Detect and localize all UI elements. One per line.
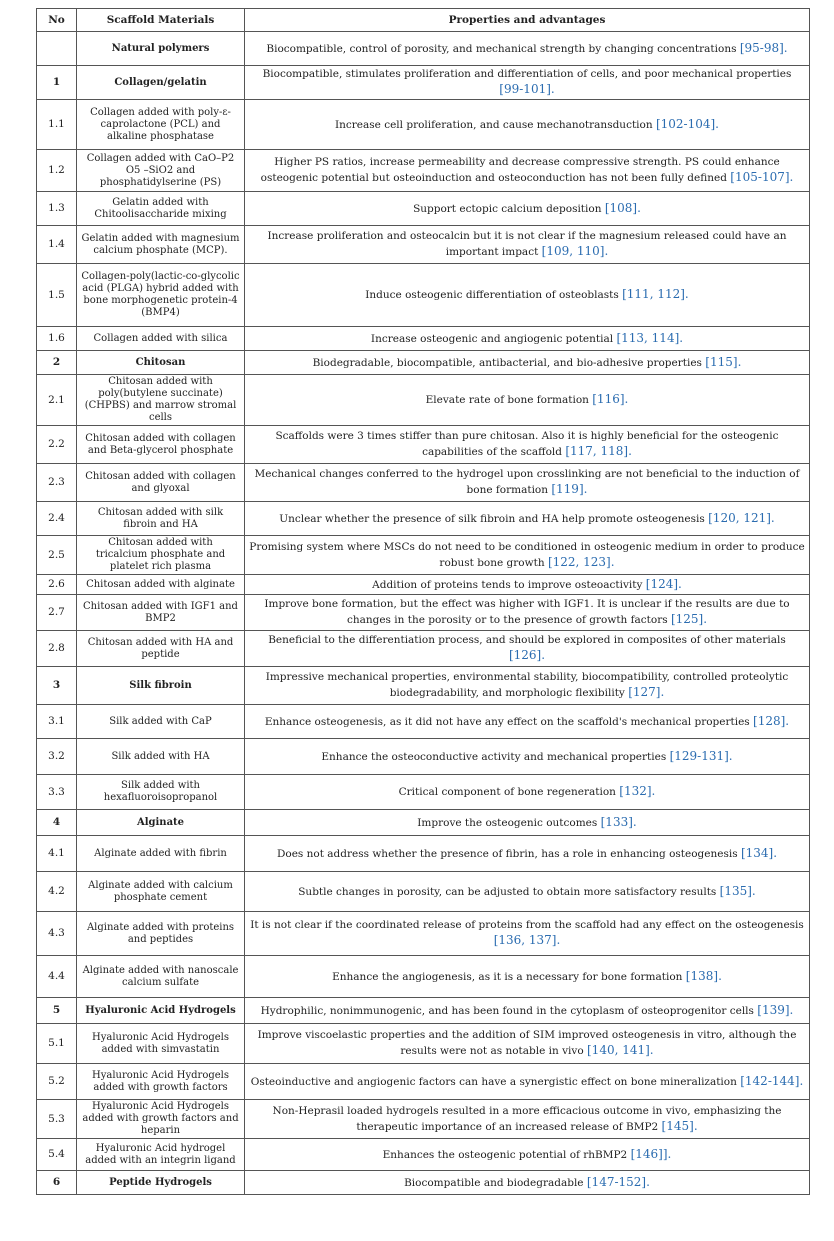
- reference-link[interactable]: [95-98].: [739, 40, 788, 55]
- scaffold-material: Alginate added with proteins and peptides: [77, 912, 245, 956]
- table-row: [37, 998, 810, 1024]
- table-row: [37, 264, 810, 327]
- scaffold-material: Peptide Hydrogels: [77, 1171, 245, 1195]
- properties-cell: [245, 100, 810, 150]
- scaffold-material: Chitosan added with alginate: [77, 575, 245, 595]
- table-row: [37, 1024, 810, 1064]
- row-number: 5.1: [37, 1024, 77, 1064]
- row-number: 1.4: [37, 226, 77, 264]
- scaffold-material: Silk added with CaP: [77, 705, 245, 739]
- properties-text: Unclear whether the presence of silk fibroin and HA help promote osteogenesis: [279, 512, 705, 525]
- scaffold-material: Chitosan added with IGF1 and BMP2: [77, 595, 245, 631]
- scaffold-material: Hyaluronic Acid hydrogel added with an integrin ligand: [77, 1139, 245, 1171]
- properties-text: Increase proliferation and osteocalcin but it is not clear if the magnesium released could have an important impact: [267, 230, 787, 258]
- row-number: 4: [37, 810, 77, 836]
- table-row: [37, 327, 810, 351]
- row-number: 4.1: [37, 836, 77, 872]
- row-number: 2.2: [37, 426, 77, 464]
- table-row: [37, 464, 810, 502]
- properties-cell: [245, 375, 810, 426]
- properties-text: It is not clear if the coordinated release of proteins from the scaffold had any effect on the osteogenesis: [250, 919, 804, 931]
- reference-link[interactable]: [145].: [661, 1118, 698, 1133]
- properties-cell: [245, 226, 810, 264]
- scaffold-material: Gelatin added with magnesium calcium phosphate (MCP).: [77, 226, 245, 264]
- reference-link[interactable]: [139].: [757, 1002, 794, 1017]
- table-row: [37, 536, 810, 575]
- properties-cell: [245, 1171, 810, 1195]
- table-row: [37, 739, 810, 775]
- table-row: [37, 912, 810, 956]
- table-row: [37, 502, 810, 536]
- scaffold-material: Hyaluronic Acid Hydrogels added with simvastatin: [77, 1024, 245, 1064]
- reference-link[interactable]: [125].: [670, 612, 708, 626]
- scaffold-material: Silk added with hexafluoroisopropanol: [77, 775, 245, 810]
- table-row: [37, 1064, 810, 1100]
- scaffold-material: Chitosan added with silk fibroin and HA: [77, 502, 245, 536]
- row-number: 2: [37, 351, 77, 375]
- table-row: [37, 150, 810, 192]
- properties-text: Increase osteogenic and angiogenic potential: [370, 332, 614, 345]
- properties-cell: [245, 810, 810, 836]
- table-row: [37, 667, 810, 705]
- row-number: 2.7: [37, 595, 77, 631]
- row-number: [37, 32, 77, 66]
- table-row: [37, 32, 810, 66]
- table-row: [37, 66, 810, 100]
- row-number: 1.6: [37, 327, 77, 351]
- properties-cell: [245, 595, 810, 631]
- row-number: 2.8: [37, 631, 77, 667]
- properties-text: Promising system where MSCs do not need to be conditioned in osteogenic medium in order to produce robust bone growth: [249, 540, 805, 569]
- properties-text: Scaffolds were 3 times stiffer than pure chitosan. Also it is highly beneficial for the osteogenic capabilities of the scaffold: [275, 430, 779, 458]
- reference-link[interactable]: [129-131].: [669, 748, 733, 763]
- scaffold-table: [36, 8, 810, 1195]
- reference-link[interactable]: [142-144].: [740, 1073, 804, 1088]
- table-row: [37, 631, 810, 667]
- table-row: [37, 810, 810, 836]
- reference-link[interactable]: [113, 114].: [616, 330, 684, 345]
- row-number: 6: [37, 1171, 77, 1195]
- scaffold-material: Alginate added with nanoscale calcium sulfate: [77, 956, 245, 998]
- properties-text: Elevate rate of bone formation: [425, 394, 589, 406]
- properties-cell: [245, 1100, 810, 1139]
- properties-text: Biocompatible and biodegradable: [404, 1176, 584, 1189]
- reference-link[interactable]: [109, 110].: [541, 244, 609, 258]
- reference-link[interactable]: [117, 118].: [565, 444, 632, 458]
- table-row: [37, 575, 810, 595]
- row-number: 2.3: [37, 464, 77, 502]
- table-row: [37, 872, 810, 912]
- scaffold-material: Alginate added with fibrin: [77, 836, 245, 872]
- row-number: 1: [37, 66, 77, 100]
- row-number: 3: [37, 667, 77, 705]
- reference-link[interactable]: [147-152].: [586, 1174, 650, 1189]
- properties-cell: [245, 264, 810, 327]
- properties-cell: [245, 631, 810, 667]
- properties-text: Non-Heprasil loaded hydrogels resulted in a more efficacious outcome in vivo, emphasizing the therapeutic importance of an increased release of BMP2: [272, 1104, 782, 1133]
- scaffold-material: Collagen added with CaO–P2 O5 –SiO2 and phosphatidylserine (PS): [77, 150, 245, 192]
- scaffold-material: Chitosan added with HA and peptide: [77, 631, 245, 667]
- row-number: 4.3: [37, 912, 77, 956]
- properties-cell: [245, 667, 810, 705]
- properties-cell: [245, 998, 810, 1024]
- table-row: [37, 775, 810, 810]
- row-number: 3.2: [37, 739, 77, 775]
- properties-text: Osteoinductive and angiogenic factors can have a synergistic effect on bone mineralization: [250, 1075, 737, 1088]
- properties-text: Beneficial to the differentiation process, and should be explored in composites of other materials: [268, 634, 786, 646]
- properties-text: Does not address whether the presence of fibrin, has a role in enhancing osteogenesis: [276, 847, 738, 860]
- reference-link[interactable]: [102-104].: [655, 116, 719, 131]
- row-number: 4.4: [37, 956, 77, 998]
- properties-text: Enhance osteogenesis, as it did not have any effect on the scaffold's mechanical properties: [264, 715, 750, 728]
- reference-link[interactable]: [122, 123].: [547, 554, 615, 569]
- table-row: [37, 226, 810, 264]
- properties-text: Improve the osteogenic outcomes: [417, 816, 598, 829]
- table-row: [37, 351, 810, 375]
- table-row: [37, 956, 810, 998]
- properties-cell: [245, 912, 810, 956]
- properties-cell: [245, 1024, 810, 1064]
- scaffold-material: Collagen-poly(lactic-co-glycolic acid (PLGA) hybrid added with bone morphogenetic protein-4 (BMP4): [77, 264, 245, 327]
- table-row: [37, 595, 810, 631]
- row-number: 1.5: [37, 264, 77, 327]
- reference-link[interactable]: [120, 121].: [708, 510, 775, 525]
- reference-link[interactable]: [136, 137].: [493, 933, 561, 947]
- scaffold-material: Chitosan: [77, 351, 245, 375]
- reference-link[interactable]: [146]].: [630, 1146, 672, 1161]
- properties-text: Induce osteogenic differentiation of osteoblasts: [365, 289, 619, 301]
- properties-text: Critical component of bone regeneration: [398, 786, 616, 798]
- properties-text: Enhances the osteogenic potential of rhBMP2: [382, 1148, 628, 1161]
- row-number: 3.3: [37, 775, 77, 810]
- row-number: 1.1: [37, 100, 77, 150]
- scaffold-material: Collagen added with poly-ε-caprolactone (PCL) and alkaline phosphatase: [77, 100, 245, 150]
- scaffold-material: Chitosan added with tricalcium phosphate and platelet rich plasma: [77, 536, 245, 575]
- reference-link[interactable]: [132].: [619, 784, 656, 798]
- reference-link[interactable]: [138].: [685, 968, 722, 983]
- row-number: 5.3: [37, 1100, 77, 1139]
- properties-text: Hydrophilic, nonimmunogenic, and has been found in the cytoplasm of osteoprogenitor cells: [260, 1004, 754, 1017]
- properties-cell: [245, 775, 810, 810]
- row-number: 5.4: [37, 1139, 77, 1171]
- reference-link[interactable]: [135].: [719, 883, 756, 898]
- reference-link[interactable]: [127].: [628, 685, 665, 699]
- properties-text: Biocompatible, stimulates proliferation and differentiation of cells, and poor mechanical properties: [262, 68, 792, 80]
- properties-cell: [245, 464, 810, 502]
- scaffold-material: Hyaluronic Acid Hydrogels added with growth factors and heparin: [77, 1100, 245, 1139]
- table-row: [37, 705, 810, 739]
- properties-text: Support ectopic calcium deposition: [413, 202, 602, 215]
- properties-text: Enhance the osteoconductive activity and mechanical properties: [321, 750, 667, 763]
- table-body: [37, 32, 810, 1195]
- reference-link[interactable]: [126].: [508, 648, 546, 662]
- row-number: 4.2: [37, 872, 77, 912]
- scaffold-material: Hyaluronic Acid Hydrogels added with growth factors: [77, 1064, 245, 1100]
- reference-link[interactable]: [115].: [705, 354, 742, 369]
- table-row: [37, 1171, 810, 1195]
- properties-cell: [245, 536, 810, 575]
- reference-link[interactable]: [105-107].: [730, 170, 794, 184]
- properties-cell: [245, 739, 810, 775]
- properties-cell: [245, 956, 810, 998]
- reference-link[interactable]: [119].: [551, 482, 588, 496]
- scaffold-material: Gelatin added with Chitoolisaccharide mixing: [77, 192, 245, 226]
- table-row: [37, 100, 810, 150]
- properties-cell: [245, 705, 810, 739]
- properties-cell: [245, 32, 810, 66]
- scaffold-material: Alginate: [77, 810, 245, 836]
- reference-link[interactable]: [140, 141].: [587, 1043, 654, 1057]
- properties-cell: [245, 351, 810, 375]
- properties-text: Higher PS ratios, increase permeability and decrease compressive strength. PS could enhance osteogenic potential but osteoinduction and osteoconduction has not been fully defined: [260, 156, 780, 184]
- properties-text: Subtle changes in porosity, can be adjusted to obtain more satisfactory results: [298, 885, 717, 898]
- properties-text: Increase cell proliferation, and cause mechanotransduction: [334, 118, 653, 131]
- properties-cell: [245, 192, 810, 226]
- row-number: 5: [37, 998, 77, 1024]
- properties-text: Impressive mechanical properties, environmental stability, biocompatibility, controlled proteolytic biodegradability, and morphologic flexibility: [265, 671, 789, 699]
- row-number: 3.1: [37, 705, 77, 739]
- reference-link[interactable]: [134].: [740, 845, 778, 860]
- properties-cell: [245, 150, 810, 192]
- header-row: [37, 9, 810, 32]
- properties-text: Biocompatible, control of porosity, and mechanical strength by changing concentrations: [266, 42, 737, 55]
- scaffold-material: Collagen/gelatin: [77, 66, 245, 100]
- reference-link[interactable]: [111, 112].: [622, 287, 689, 301]
- scaffold-material: Chitosan added with poly(butylene succinate) (CHPBS) and marrow stromal cells: [77, 375, 245, 426]
- properties-cell: [245, 66, 810, 100]
- row-number: 2.5: [37, 536, 77, 575]
- properties-text: Enhance the angiogenesis, as it is a necessary for bone formation: [332, 970, 683, 983]
- properties-text: Biodegradable, biocompatible, antibacterial, and bio-adhesive properties: [312, 356, 702, 369]
- table-row: [37, 1139, 810, 1171]
- row-number: 5.2: [37, 1064, 77, 1100]
- row-number: 1.3: [37, 192, 77, 226]
- reference-link[interactable]: [116].: [592, 392, 629, 406]
- row-number: 2.4: [37, 502, 77, 536]
- header-material: Scaffold Materials: [77, 9, 245, 32]
- table-row: [37, 375, 810, 426]
- scaffold-material: Chitosan added with collagen and glyoxal: [77, 464, 245, 502]
- row-number: 2.1: [37, 375, 77, 426]
- table-row: [37, 192, 810, 226]
- properties-cell: [245, 836, 810, 872]
- reference-link[interactable]: [133].: [600, 814, 637, 829]
- properties-text: Addition of proteins tends to improve osteoactivity: [372, 578, 643, 591]
- properties-text: Improve bone formation, but the effect was higher with IGF1. It is unclear if the results are due to changes in the porosity or to the presence of growth factors: [264, 598, 790, 626]
- scaffold-material: Silk fibroin: [77, 667, 245, 705]
- scaffold-material: Hyaluronic Acid Hydrogels: [77, 998, 245, 1024]
- row-number: 1.2: [37, 150, 77, 192]
- properties-cell: [245, 575, 810, 595]
- properties-cell: [245, 502, 810, 536]
- properties-text: Mechanical changes conferred to the hydrogel upon crosslinking are not beneficial to the induction of bone formation: [254, 468, 800, 496]
- table-row: [37, 1100, 810, 1139]
- scaffold-material: Natural polymers: [77, 32, 245, 66]
- scaffold-material: Alginate added with calcium phosphate cement: [77, 872, 245, 912]
- properties-cell: [245, 1064, 810, 1100]
- properties-text: Improve viscoelastic properties and the addition of SIM improved osteogenesis in vitro, although the results were not as notable in vivo: [257, 1029, 797, 1057]
- reference-link[interactable]: [108].: [604, 200, 641, 215]
- properties-cell: [245, 426, 810, 464]
- table-row: [37, 836, 810, 872]
- scaffold-material: Silk added with HA: [77, 739, 245, 775]
- table-row: [37, 426, 810, 464]
- properties-cell: [245, 1139, 810, 1171]
- scaffold-material: Chitosan added with collagen and Beta-glycerol phosphate: [77, 426, 245, 464]
- properties-cell: [245, 327, 810, 351]
- reference-link[interactable]: [124].: [645, 576, 682, 591]
- reference-link[interactable]: [99-101].: [499, 82, 555, 96]
- properties-cell: [245, 872, 810, 912]
- scaffold-material: Collagen added with silica: [77, 327, 245, 351]
- header-no: No: [37, 9, 77, 32]
- reference-link[interactable]: [128].: [753, 713, 790, 728]
- table-container: [36, 8, 809, 1195]
- header-properties: Properties and advantages: [245, 9, 810, 32]
- row-number: 2.6: [37, 575, 77, 595]
